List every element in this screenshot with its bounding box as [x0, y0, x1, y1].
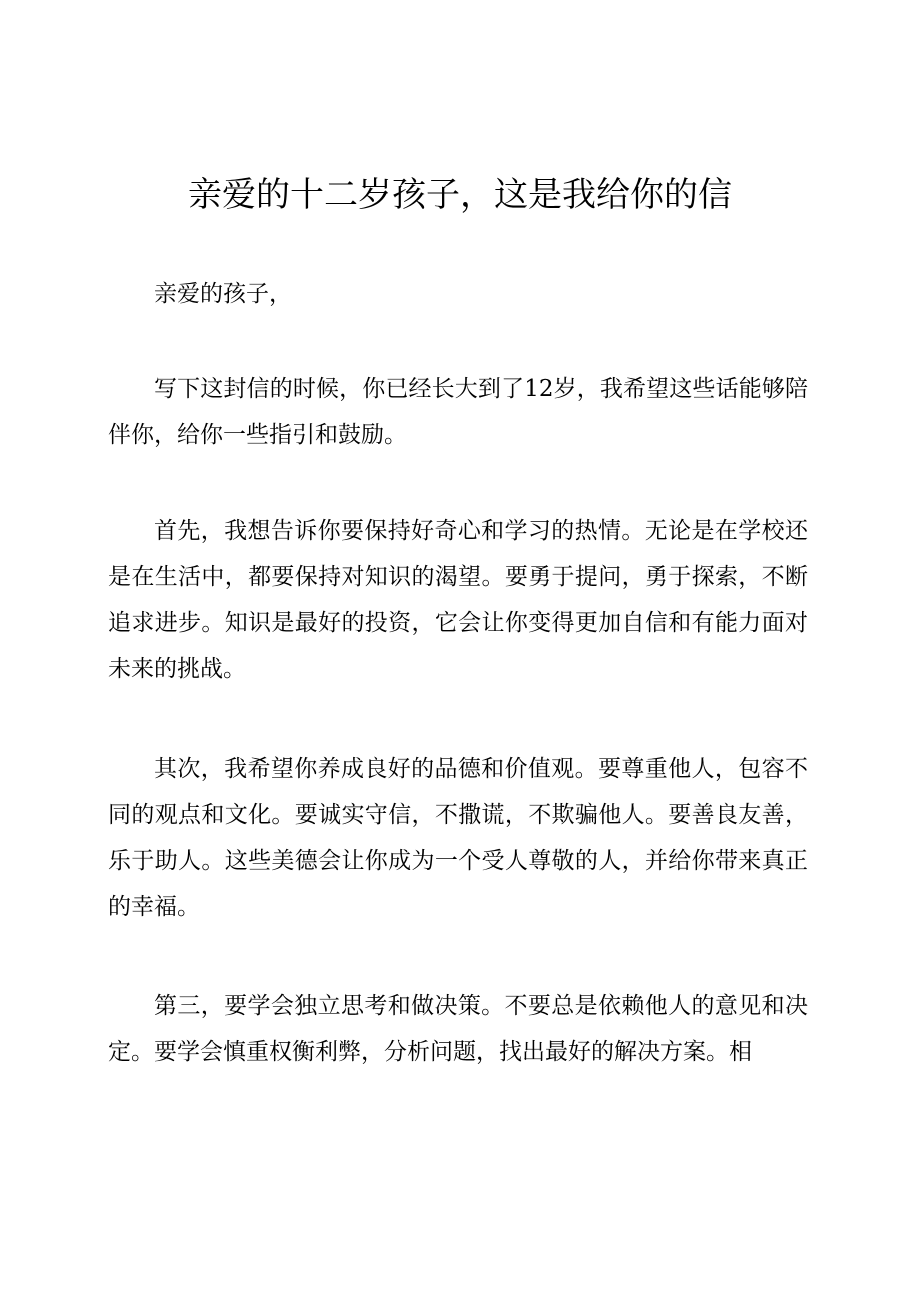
- page-title: 亲爱的十二岁孩子，这是我给你的信: [188, 175, 732, 215]
- paragraph-3: 其次，我希望你养成良好的品德和价值观。要尊重他人，包容不同的观点和文化。要诚实守信，不撒谎，不欺骗他人。要善良友善，乐于助人。这些美德会让你成为一个受人尊敬的人，并给你带来真正的幸福。: [108, 756, 808, 920]
- salutation: 亲爱的孩子，: [154, 281, 292, 307]
- paragraph-4: 第三，要学会独立思考和做决策。不要总是依赖他人的意见和决定。要学会慎重权衡利弊，分析问题，找出最好的解决方案。相: [108, 993, 808, 1065]
- paragraph-1: 写下这封信的时候，你已经长大到了12岁，我希望这些话能够陪伴你，给你一些指引和鼓励。: [108, 376, 808, 448]
- paragraph-2: 首先，我想告诉你要保持好奇心和学习的热情。无论是在学校还是在生活中，都要保持对知识的渴望。要勇于提问，勇于探索，不断追求进步。知识是最好的投资，它会让你变得更加自信和有能力面对未来的挑战。: [108, 518, 808, 682]
